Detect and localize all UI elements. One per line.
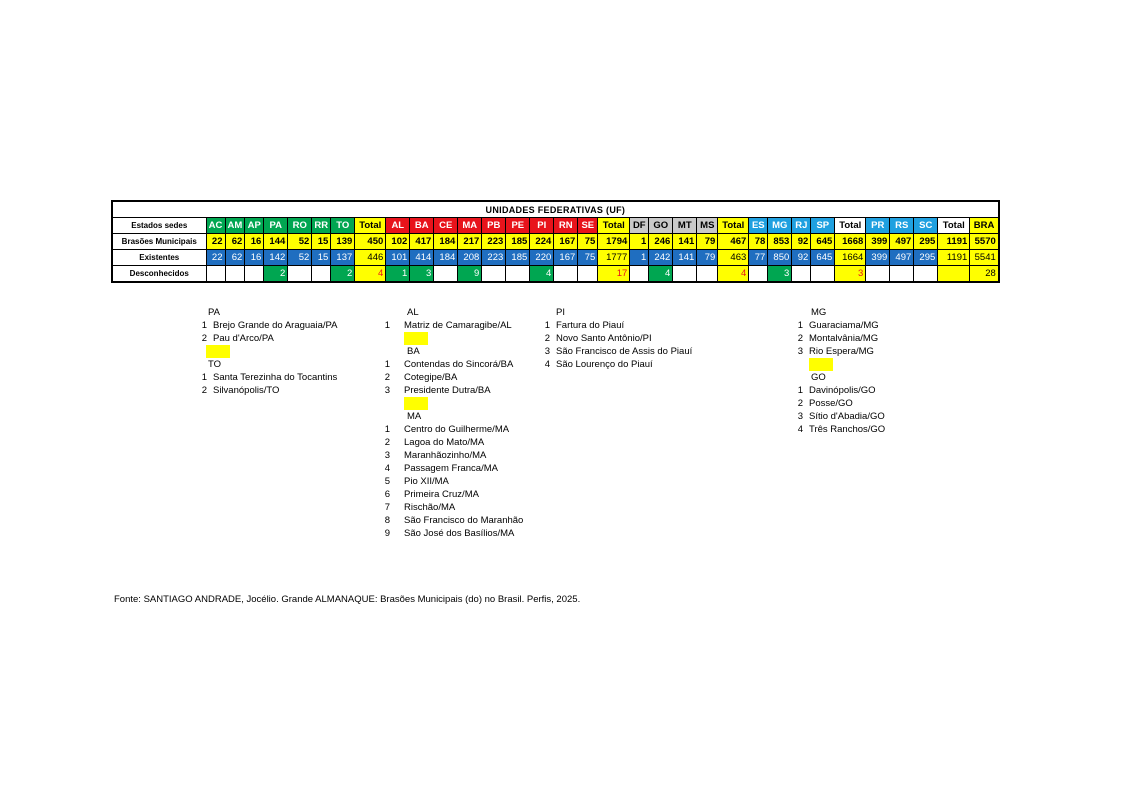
brasoes-cell: 62: [225, 234, 245, 250]
list-item: [380, 371, 523, 384]
item-number: 4: [544, 359, 550, 370]
list-item: [197, 371, 337, 384]
list-item: [380, 462, 523, 475]
desconhecidos-cell: [578, 266, 598, 283]
highlight-marker: [206, 345, 230, 358]
existentes-cell: 101: [386, 250, 410, 266]
list-item: [380, 449, 523, 462]
row-label: Brasões Municipais: [112, 234, 206, 250]
desconhecidos-cell: 17: [598, 266, 630, 283]
brasoes-cell: 52: [288, 234, 312, 250]
list-pi: [540, 306, 692, 371]
item-name: Contendas do Sincorá/BA: [404, 359, 514, 370]
brasoes-cell: 5570: [970, 234, 999, 250]
desconhecidos-cell: 28: [970, 266, 999, 283]
uf-header-cell: AP: [245, 218, 264, 234]
list-item: [197, 384, 337, 397]
header-row: [112, 218, 999, 234]
brasoes-cell: 22: [206, 234, 225, 250]
list-pa-to: [197, 306, 337, 397]
desconhecidos-cell: [866, 266, 890, 283]
uf-header-cell: PE: [506, 218, 530, 234]
desconhecidos-cell: 4: [649, 266, 673, 283]
list-item: [540, 332, 692, 345]
state-heading: TO: [208, 359, 222, 370]
list-item: [380, 475, 523, 488]
item-number: 3: [384, 385, 390, 396]
brasoes-cell: 645: [811, 234, 835, 250]
item-name: Centro do Guilherme/MA: [404, 424, 510, 435]
row-label: Desconhecidos: [112, 266, 206, 283]
uf-header-cell: GO: [649, 218, 673, 234]
brasoes-cell: 144: [264, 234, 288, 250]
item-number: 6: [384, 489, 390, 500]
uf-header-cell: RR: [312, 218, 331, 234]
brasoes-cell: 853: [768, 234, 792, 250]
desconhecidos-cell: [206, 266, 225, 283]
source-note: Fonte: SANTIAGO ANDRADE, Jocélio. Grande ALMANAQUE: Brasões Municipais (do) no Brasil. Perfis, 2025.: [114, 594, 581, 605]
uf-header-cell: ES: [749, 218, 768, 234]
brasoes-cell: 1668: [835, 234, 866, 250]
item-name: Novo Santo Antônio/PI: [556, 333, 652, 344]
existentes-cell: 52: [288, 250, 312, 266]
desconhecidos-cell: [697, 266, 718, 283]
item-number: 1: [797, 385, 803, 396]
item-name: São José dos Basílios/MA: [404, 528, 515, 539]
uf-header-cell: SP: [811, 218, 835, 234]
item-name: São Francisco de Assis do Piauí: [556, 346, 693, 357]
uf-header-cell: AL: [386, 218, 410, 234]
state-heading: MA: [407, 411, 422, 422]
existentes-cell: 414: [410, 250, 434, 266]
existentes-cell: 185: [506, 250, 530, 266]
existentes-cell: 399: [866, 250, 890, 266]
brasoes-cell: 78: [749, 234, 768, 250]
item-number: 1: [201, 320, 207, 331]
existentes-cell: 79: [697, 250, 718, 266]
existentes-cell: 220: [530, 250, 554, 266]
uf-header-cell: MG: [768, 218, 792, 234]
uf-header-cell: TO: [331, 218, 355, 234]
item-name: Maranhãozinho/MA: [404, 450, 487, 461]
existentes-cell: 208: [458, 250, 482, 266]
item-name: Fartura do Piauí: [556, 320, 625, 331]
brasoes-cell: 450: [355, 234, 386, 250]
brasoes-cell: 75: [578, 234, 598, 250]
brasoes-cell: 16: [245, 234, 264, 250]
uf-header-cell: MS: [697, 218, 718, 234]
brasoes-cell: 224: [530, 234, 554, 250]
desconhecidos-cell: [434, 266, 458, 283]
list-item: [793, 384, 885, 397]
item-name: Três Ranchos/GO: [809, 424, 886, 435]
existentes-cell: 242: [649, 250, 673, 266]
item-name: Presidente Dutra/BA: [404, 385, 491, 396]
uf-header-cell: RS: [890, 218, 914, 234]
existentes-cell: 141: [673, 250, 697, 266]
item-number: 2: [201, 333, 207, 344]
existentes-cell: 645: [811, 250, 835, 266]
uf-header-cell: RO: [288, 218, 312, 234]
item-number: 3: [384, 450, 390, 461]
brasoes-cell: 167: [554, 234, 578, 250]
brasoes-cell: 102: [386, 234, 410, 250]
existentes-cell: 446: [355, 250, 386, 266]
uf-header-cell: RJ: [792, 218, 811, 234]
desconhecidos-cell: [225, 266, 245, 283]
desconhecidos-cell: 4: [530, 266, 554, 283]
item-name: Silvanópolis/TO: [213, 385, 280, 396]
existentes-cell: 1191: [938, 250, 970, 266]
existentes-cell: 463: [718, 250, 749, 266]
desconhecidos-cell: 3: [768, 266, 792, 283]
uf-header-cell: RN: [554, 218, 578, 234]
item-number: 9: [384, 528, 390, 539]
brasoes-cell: 79: [697, 234, 718, 250]
state-heading: BA: [407, 346, 420, 357]
item-name: Pau d'Arco/PA: [213, 333, 274, 344]
item-name: São Francisco do Maranhão: [404, 515, 524, 526]
item-name: Montalvânia/MG: [809, 333, 879, 344]
uf-header-cell: PA: [264, 218, 288, 234]
item-number: 4: [797, 424, 803, 435]
list-item: [197, 319, 337, 332]
highlight-marker: [404, 332, 428, 345]
list-item: [380, 423, 523, 436]
desconhecidos-cell: [792, 266, 811, 283]
brasoes-cell: 141: [673, 234, 697, 250]
state-heading: PI: [556, 307, 565, 318]
list-item: [793, 423, 885, 436]
item-number: 2: [797, 333, 803, 344]
list-item: [540, 319, 692, 332]
item-name: São Lourenço do Piauí: [556, 359, 653, 370]
desconhecidos-cell: 9: [458, 266, 482, 283]
uf-header-cell: BRA: [970, 218, 999, 234]
list-item: [380, 514, 523, 527]
list-item: [380, 436, 523, 449]
desconhecidos-row: [112, 266, 999, 283]
desconhecidos-cell: [288, 266, 312, 283]
item-name: Rio Espera/MG: [809, 346, 874, 357]
item-name: Pio XII/MA: [404, 476, 449, 487]
list-item: [793, 345, 885, 358]
uf-header-cell: SC: [914, 218, 938, 234]
item-name: Posse/GO: [809, 398, 853, 409]
list-al-ba-ma: [380, 306, 523, 540]
uf-header-cell: MA: [458, 218, 482, 234]
list-item: [380, 501, 523, 514]
desconhecidos-cell: [938, 266, 970, 283]
brasoes-cell: 399: [866, 234, 890, 250]
item-name: Santa Terezinha do Tocantins: [213, 372, 338, 383]
brasoes-cell: 417: [410, 234, 434, 250]
item-name: Guaraciama/MG: [809, 320, 879, 331]
desconhecidos-cell: [811, 266, 835, 283]
uf-header-cell: BA: [410, 218, 434, 234]
existentes-cell: 62: [225, 250, 245, 266]
desconhecidos-cell: 2: [264, 266, 288, 283]
uf-header-cell: Total: [938, 218, 970, 234]
existentes-cell: 15: [312, 250, 331, 266]
existentes-cell: 850: [768, 250, 792, 266]
uf-header-cell: PB: [482, 218, 506, 234]
brasoes-cell: 295: [914, 234, 938, 250]
uf-header-cell: PR: [866, 218, 890, 234]
desconhecidos-cell: 4: [355, 266, 386, 283]
item-name: Rischão/MA: [404, 502, 456, 513]
item-number: 1: [384, 359, 390, 370]
desconhecidos-cell: [245, 266, 264, 283]
list-item: [793, 397, 885, 410]
highlight-marker: [809, 358, 833, 371]
state-heading: AL: [407, 307, 419, 318]
brasoes-cell: 246: [649, 234, 673, 250]
item-name: Cotegipe/BA: [404, 372, 458, 383]
uf-header-cell: Total: [835, 218, 866, 234]
existentes-cell: 22: [206, 250, 225, 266]
desconhecidos-cell: [506, 266, 530, 283]
brasoes-cell: 217: [458, 234, 482, 250]
brasoes-cell: 1: [630, 234, 649, 250]
item-number: 7: [384, 502, 390, 513]
brasoes-cell: 15: [312, 234, 331, 250]
list-item: [380, 319, 523, 332]
existentes-cell: 75: [578, 250, 598, 266]
desconhecidos-cell: 4: [718, 266, 749, 283]
desconhecidos-cell: [673, 266, 697, 283]
list-item: [380, 384, 523, 397]
uf-header-cell: Total: [598, 218, 630, 234]
item-number: 2: [201, 385, 207, 396]
brasoes-cell: 92: [792, 234, 811, 250]
item-number: 4: [384, 463, 390, 474]
existentes-cell: 92: [792, 250, 811, 266]
list-item: [540, 358, 692, 371]
item-number: 2: [544, 333, 550, 344]
list-item: [793, 410, 885, 423]
table-title: UNIDADES FEDERATIVAS (UF): [112, 201, 999, 218]
existentes-cell: 77: [749, 250, 768, 266]
existentes-cell: 184: [434, 250, 458, 266]
existentes-cell: 295: [914, 250, 938, 266]
existentes-cell: 223: [482, 250, 506, 266]
uf-header-cell: SE: [578, 218, 598, 234]
uf-header-cell: Total: [355, 218, 386, 234]
desconhecidos-cell: [554, 266, 578, 283]
brasoes-cell: 185: [506, 234, 530, 250]
list-item: [793, 332, 885, 345]
existentes-cell: 142: [264, 250, 288, 266]
desconhecidos-cell: 3: [835, 266, 866, 283]
list-item: [793, 319, 885, 332]
item-number: 1: [797, 320, 803, 331]
item-number: 1: [544, 320, 550, 331]
state-heading: GO: [811, 372, 826, 383]
desconhecidos-cell: [749, 266, 768, 283]
brasoes-cell: 1794: [598, 234, 630, 250]
item-number: 8: [384, 515, 390, 526]
existentes-cell: 1664: [835, 250, 866, 266]
list-item: [380, 488, 523, 501]
list-item: [380, 527, 523, 540]
brasoes-cell: 1191: [938, 234, 970, 250]
uf-header-cell: AM: [225, 218, 245, 234]
desconhecidos-cell: [312, 266, 331, 283]
state-heading: MG: [811, 307, 827, 318]
existentes-cell: 16: [245, 250, 264, 266]
item-number: 2: [384, 437, 390, 448]
existentes-cell: 1777: [598, 250, 630, 266]
item-number: 5: [384, 476, 390, 487]
brasoes-row: [112, 234, 999, 250]
uf-header-cell: AC: [206, 218, 225, 234]
brasoes-cell: 139: [331, 234, 355, 250]
desconhecidos-cell: [482, 266, 506, 283]
existentes-cell: 1: [630, 250, 649, 266]
list-item: [380, 358, 523, 371]
state-heading: PA: [208, 307, 220, 318]
desconhecidos-cell: [630, 266, 649, 283]
item-name: Davinópolis/GO: [809, 385, 876, 396]
item-name: Brejo Grande do Araguaia/PA: [213, 320, 338, 331]
desconhecidos-cell: [914, 266, 938, 283]
existentes-cell: 137: [331, 250, 355, 266]
existentes-cell: 167: [554, 250, 578, 266]
desconhecidos-cell: 1: [386, 266, 410, 283]
brasoes-cell: 184: [434, 234, 458, 250]
list-mg-go: [793, 306, 885, 436]
item-number: 1: [384, 320, 390, 331]
brasoes-cell: 497: [890, 234, 914, 250]
desconhecidos-cell: 3: [410, 266, 434, 283]
item-name: Passagem Franca/MA: [404, 463, 498, 474]
item-number: 1: [384, 424, 390, 435]
item-number: 2: [797, 398, 803, 409]
item-number: 3: [544, 346, 550, 357]
uf-header-cell: DF: [630, 218, 649, 234]
existentes-row: [112, 250, 999, 266]
item-name: Sítio d'Abadia/GO: [809, 411, 885, 422]
list-item: [197, 332, 337, 345]
uf-header-cell: CE: [434, 218, 458, 234]
highlight-marker: [404, 397, 428, 410]
item-name: Primeira Cruz/MA: [404, 489, 479, 500]
item-number: 1: [201, 372, 207, 383]
item-name: Matriz de Camaragibe/AL: [404, 320, 512, 331]
item-number: 2: [384, 372, 390, 383]
item-number: 3: [797, 346, 803, 357]
uf-header-cell: Total: [718, 218, 749, 234]
row-label: Existentes: [112, 250, 206, 266]
desconhecidos-cell: 2: [331, 266, 355, 283]
brasoes-cell: 467: [718, 234, 749, 250]
existentes-cell: 497: [890, 250, 914, 266]
item-name: Lagoa do Mato/MA: [404, 437, 485, 448]
uf-header-cell: PI: [530, 218, 554, 234]
brasoes-cell: 223: [482, 234, 506, 250]
row-label: Estados sedes: [112, 218, 206, 234]
existentes-cell: 5541: [970, 250, 999, 266]
list-item: [540, 345, 692, 358]
item-number: 3: [797, 411, 803, 422]
uf-header-cell: MT: [673, 218, 697, 234]
desconhecidos-cell: [890, 266, 914, 283]
uf-table: [111, 200, 1000, 283]
